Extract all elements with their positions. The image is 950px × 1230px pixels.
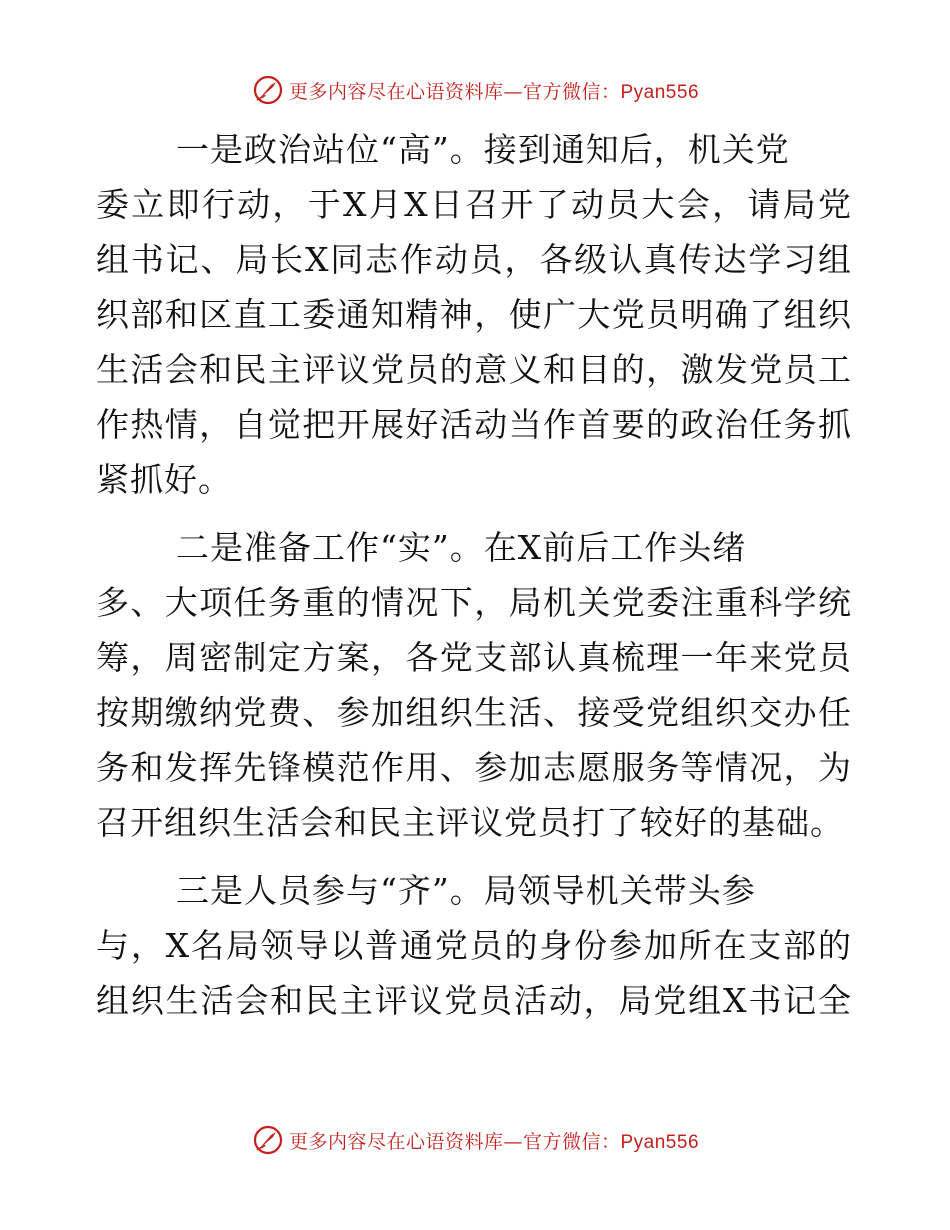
pen-nib-logo-icon	[251, 1123, 285, 1157]
watermark-wechat-id: Pyan556	[620, 81, 700, 103]
text-line: 二是准备工作“实”。在X前后工作头绪	[176, 528, 747, 567]
text-line: 召开组织生活会和民主评议党员打了较好的基础。	[96, 803, 844, 842]
text-line: 一是政治站位“高”。接到通知后，机关党	[176, 130, 790, 169]
text-line: 作热情，自觉把开展好活动当作首要的政治任务抓	[96, 405, 852, 444]
text-line: 多、大项任务重的情况下，局机关党委注重科学统	[96, 583, 852, 622]
text-line: 按期缴纳党费、参加组织生活、接受党组织交办任	[96, 693, 852, 732]
paragraph-3	[96, 863, 852, 1028]
text-line: 组织生活会和民主评议党员活动，局党组X书记全	[96, 981, 852, 1020]
watermark-text	[289, 77, 699, 104]
paragraph-2	[96, 520, 852, 850]
text-line: 与，X名局领导以普通党员的身份参加所在支部的	[96, 926, 852, 965]
text-line: 织部和区直工委通知精神，使广大党员明确了组织	[96, 295, 852, 334]
text-line: 生活会和民主评议党员的意义和目的，激发党员工	[96, 350, 852, 389]
document-body	[96, 122, 852, 1041]
watermark-label: 更多内容尽在心语资料库—官方微信：	[288, 80, 621, 103]
text-line: 委立即行动，于X月X日召开了动员大会，请局党	[96, 185, 852, 224]
pen-nib-logo-icon	[251, 73, 285, 107]
text-line: 三是人员参与“齐”。局领导机关带头参	[176, 871, 756, 910]
footer-watermark-banner	[0, 1120, 950, 1160]
text-line: 紧抓好。	[96, 460, 232, 499]
header-watermark-banner	[0, 70, 950, 110]
text-line: 组书记、局长X同志作动员，各级认真传达学习组	[96, 240, 852, 279]
watermark-text	[289, 1127, 699, 1154]
text-line: 筹，周密制定方案，各党支部认真梳理一年来党员	[96, 638, 852, 677]
watermark-wechat-id: Pyan556	[620, 1131, 700, 1153]
paragraph-1	[96, 122, 852, 507]
watermark-label: 更多内容尽在心语资料库—官方微信：	[288, 1130, 621, 1153]
text-line: 务和发挥先锋模范作用、参加志愿服务等情况，为	[96, 748, 852, 787]
